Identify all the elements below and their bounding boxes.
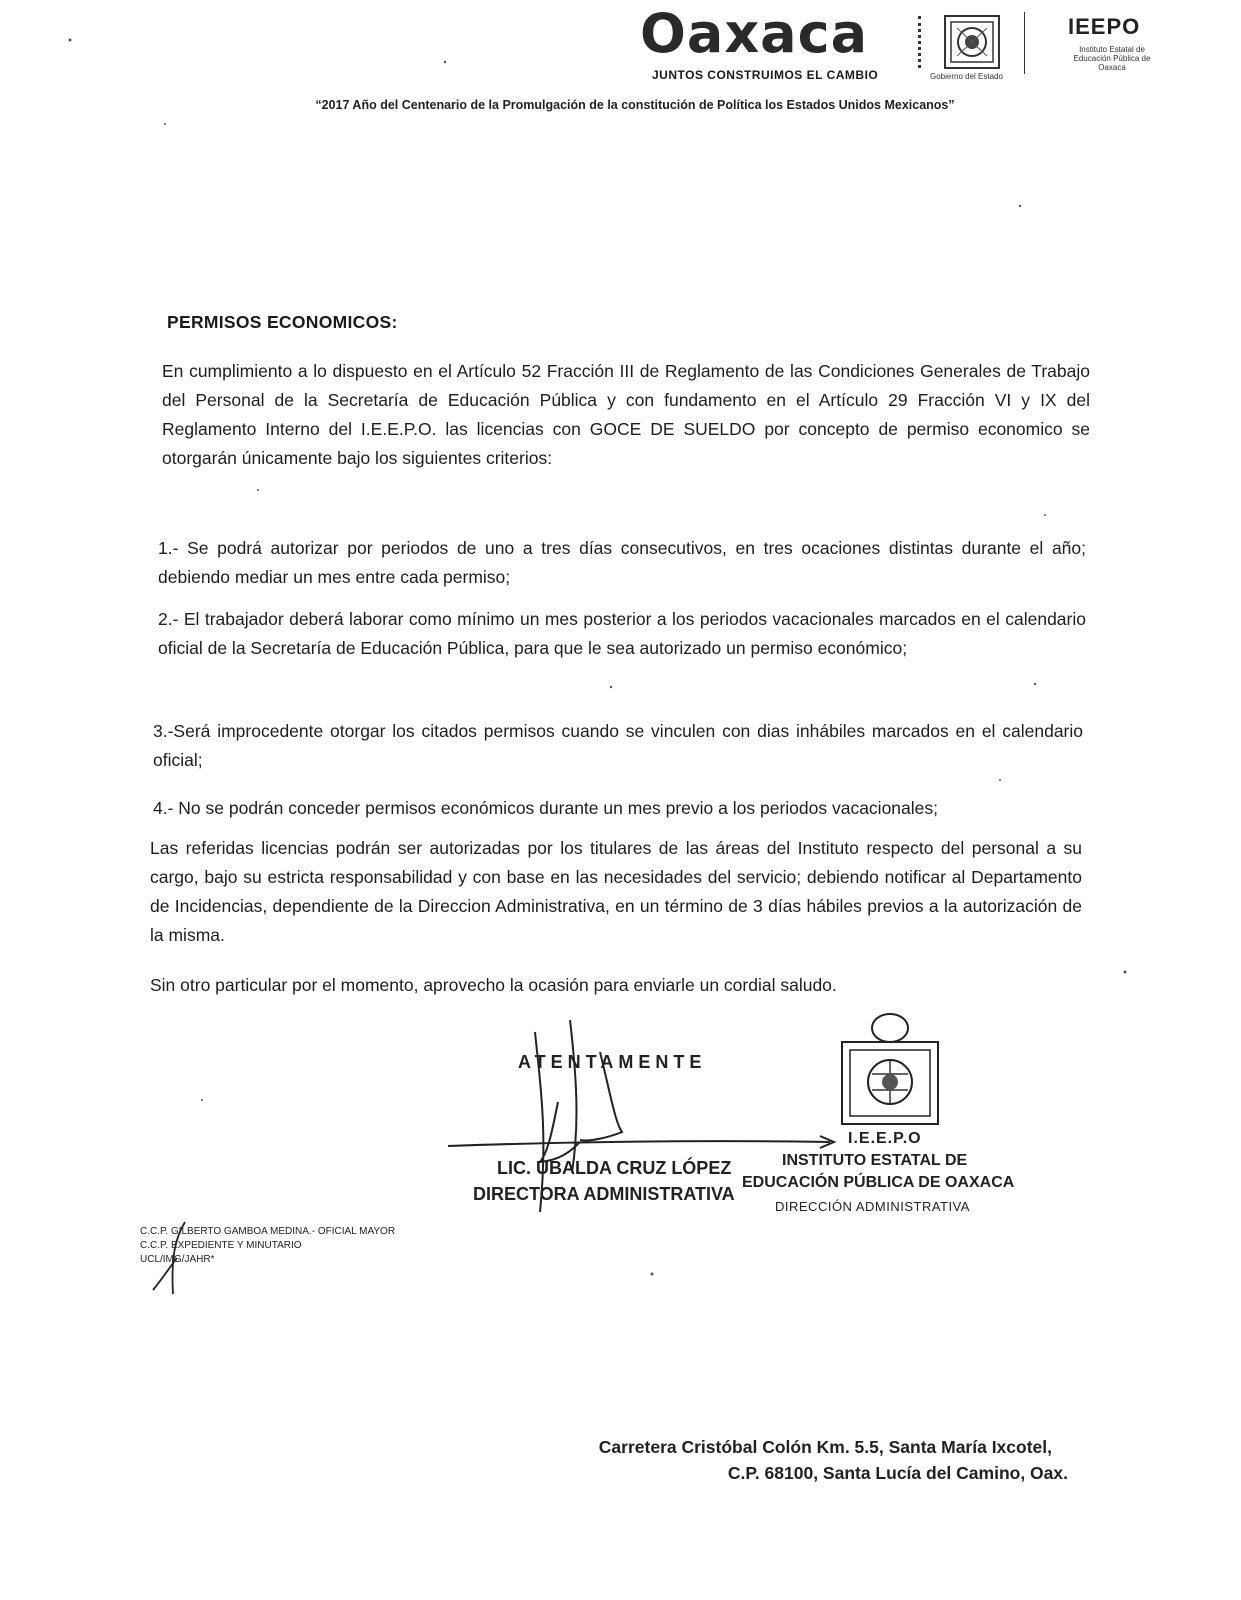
logo-slogan: JUNTOS CONSTRUIMOS EL CAMBIO	[652, 68, 879, 82]
header-dotted-divider	[918, 16, 921, 68]
criterion-2: 2.- El trabajador deberá laborar como mínimo un mes posterior a los periodos vacacionales marcados en el calendario oficial de la Secretaría de Educación Pública, para que le sea autorizado un permiso económico;	[158, 609, 1086, 658]
ccp-line-1: C.C.P. GILBERTO GAMBOA MEDINA.- OFICIAL MAYOR	[140, 1226, 396, 1237]
ieepo-logo-title: IEEPO	[1068, 14, 1141, 39]
ccp-line-2: C.C.P. EXPEDIENTE Y MINUTARIO	[140, 1240, 302, 1251]
stamp-org: I.E.E.P.O	[848, 1130, 922, 1147]
footer-address-line-1: Carretera Cristóbal Colón Km. 5.5, Santa María Ixcotel,	[598, 1437, 1052, 1457]
stamp-line-2: EDUCACIÓN PÚBLICA DE OAXACA	[742, 1174, 1015, 1191]
stamp-line-1: INSTITUTO ESTATAL DE	[782, 1152, 968, 1169]
sign-off-line: Sin otro particular por el momento, aprovecho la ocasión para enviarle un cordial saludo.	[150, 975, 837, 995]
atentamente-label: ATENTAMENTE	[518, 1052, 707, 1072]
ccp-line-3: UCL/IMG/JAHR*	[140, 1254, 215, 1265]
footer-address-line-2: C.P. 68100, Santa Lucía del Camino, Oax.	[727, 1463, 1068, 1483]
document-heading: PERMISOS ECONOMICOS:	[167, 312, 398, 332]
criterion-1: 1.- Se podrá autorizar por periodos de uno a tres días consecutivos, en tres ocaciones distintas durante el año; debiendo mediar un mes entre cada permiso;	[158, 538, 1086, 587]
oaxaca-logo: Oaxaca	[640, 2, 869, 65]
year-motto: “2017 Año del Centenario de la Promulgación de la constitución de Política los Estados Unidos Mexicanos”	[315, 98, 955, 112]
header-divider	[1024, 12, 1025, 74]
coat-of-arms-icon	[937, 14, 1007, 72]
criterion-4: 4.- No se podrán conceder permisos económicos durante un mes previo a los periodos vacacionales;	[153, 798, 939, 818]
closing-paragraph: Las referidas licencias podrán ser autorizadas por los titulares de las áreas del Instituto respecto del personal a su cargo, bajo su estricta responsabilidad y con base en las necesidades del servicio; debiendo notificar al Departamento de Incidencias, dependiente de la Direccion Administrativa, en un término de 3 días hábiles previos a la autorización de la misma.	[150, 838, 1082, 945]
signer-title: DIRECTORA ADMINISTRATIVA	[473, 1184, 735, 1204]
stamp-line-3: DIRECCIÓN ADMINISTRATIVA	[775, 1199, 970, 1214]
institutional-seal-icon	[838, 1012, 942, 1128]
signer-name: LIC. UBALDA CRUZ LÓPEZ	[497, 1158, 732, 1178]
gobierno-label: Gobierno del Estado	[930, 72, 1003, 81]
criterion-3: 3.-Será improcedente otorgar los citados permisos cuando se vinculen con dias inhábiles marcados en el calendario oficial;	[153, 721, 1083, 770]
intro-paragraph: En cumplimiento a lo dispuesto en el Artículo 52 Fracción III de Reglamento de las Condiciones Generales de Trabajo del Personal de la Secretaría de Educación Pública y con fundamento en el Artículo 29 Fracción VI y IX del Reglamento Interno del I.E.E.P.O. las licencias con GOCE DE SUELDO por concepto de permiso economico se otorgarán únicamente bajo los siguientes criterios:	[162, 361, 1090, 468]
ieepo-subtitle: Instituto Estatal de Educación Pública de Oaxaca	[1073, 45, 1151, 72]
